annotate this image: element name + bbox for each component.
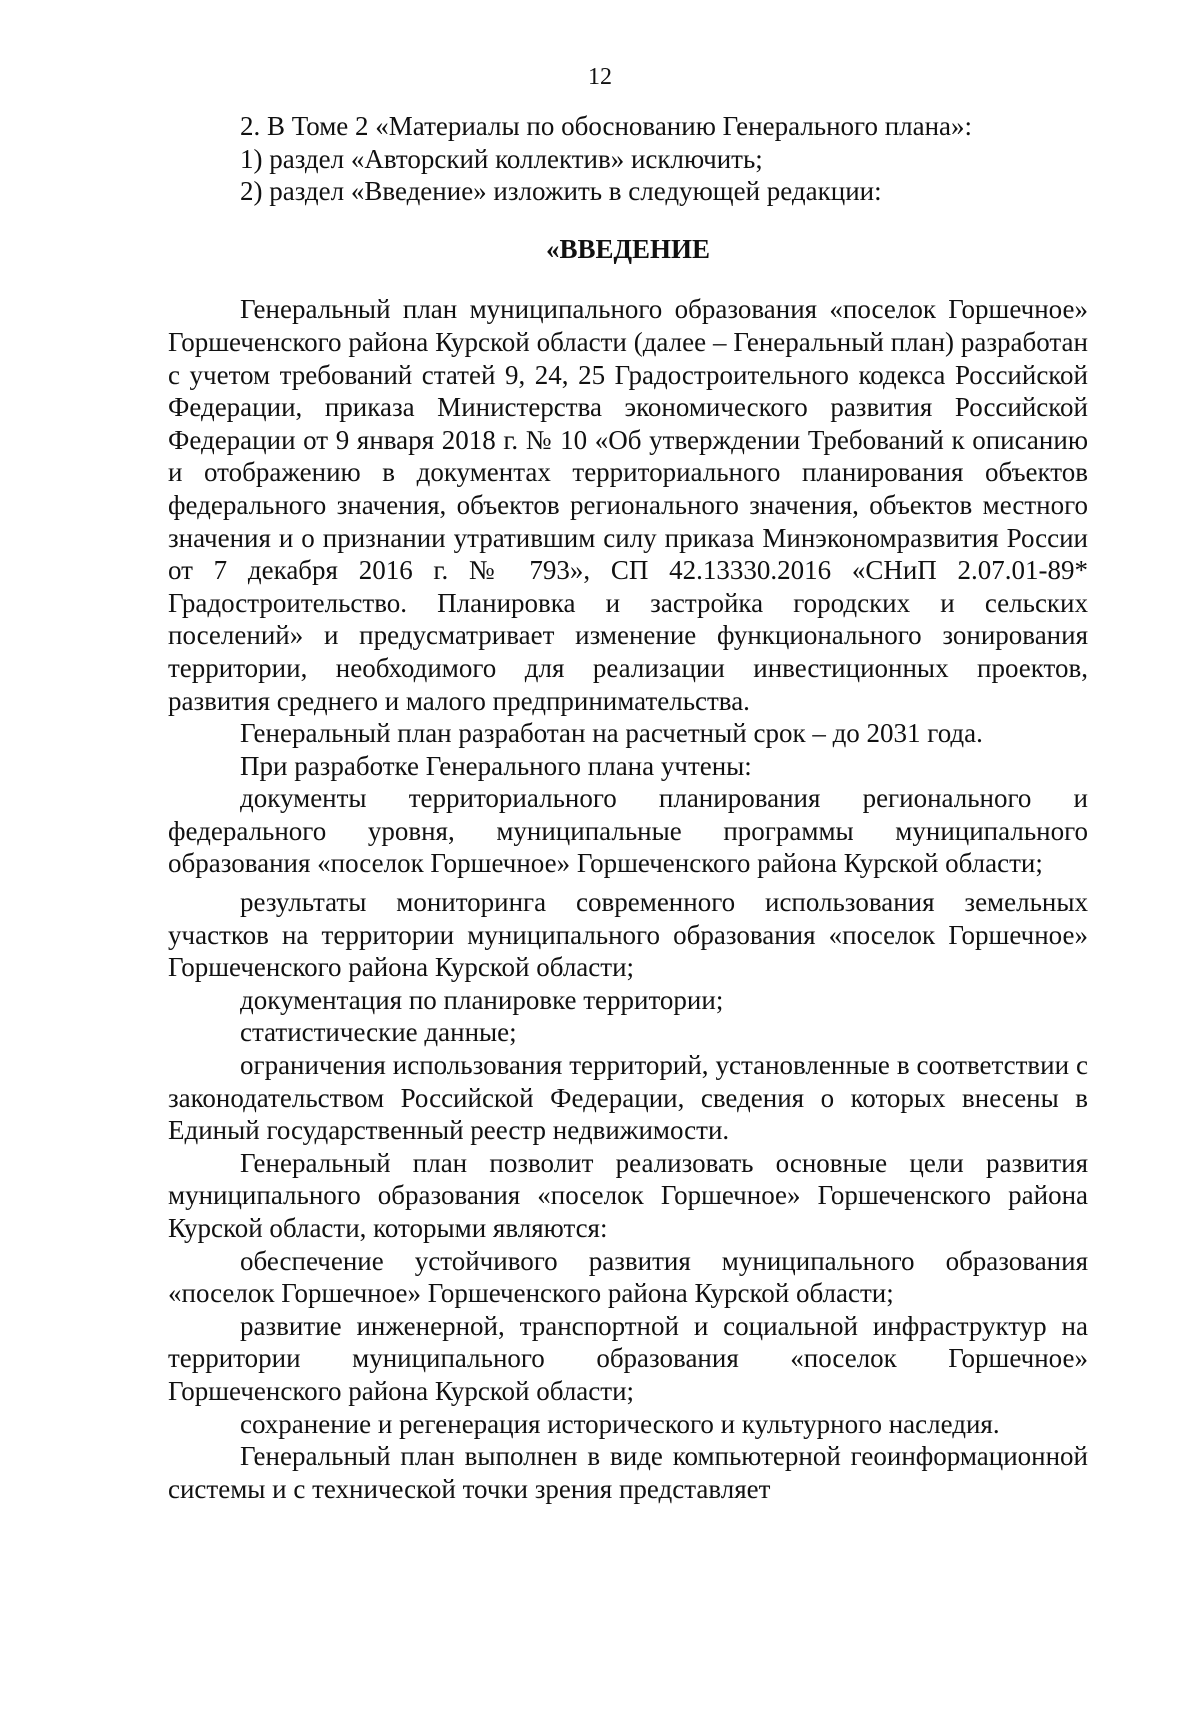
goal-item-1: обеспечение устойчивого развития муниципального образования «поселок Горшечное» Горшеченского района Курской области; (168, 1245, 1088, 1309)
considered-item-2: результаты мониторинга современного использования земельных участков на территории муниципального образования «поселок Горшечное» Горшеченского района Курской области; (168, 887, 1088, 983)
considered-item-3: документация по планировке территории; (240, 984, 724, 1015)
paragraph-goals-intro: Генеральный план позволит реализовать основные цели развития муниципального образования «поселок Горшечное» Горшеченского района Курской области, которыми являются: (168, 1147, 1088, 1243)
paragraph-gis: Генеральный план выполнен в виде компьютерной геоинформационной системы и с технической точки зрения представляет (168, 1441, 1088, 1504)
amendment-item-2: 2. В Томе 2 «Материалы по обоснованию Генерального плана»: (240, 111, 973, 141)
considered-item-5: ограничения использования территорий, установленные в соответствии с законодательством Российской Федерации, сведения о которых внесены в Единый государственный реестр недвижимости. (168, 1050, 1088, 1146)
section-heading: «ВВЕДЕНИЕ (545, 233, 711, 264)
page-number: 12 (588, 64, 612, 90)
goal-item-3: сохранение и регенерация исторического и культурного наследия. (240, 1408, 1000, 1439)
paragraph-considered-intro: При разработке Генерального плана учтены: (240, 750, 752, 781)
amendment-subitem-1: 1) раздел «Авторский коллектив» исключить; (240, 143, 763, 174)
amendment-subitem-2: 2) раздел «Введение» изложить в следующей редакции: (240, 176, 882, 207)
goal-item-2: развитие инженерной, транспортной и социальной инфраструктур на территории муниципального образования «поселок Горшечное» Горшеченского района Курской области; (168, 1310, 1088, 1406)
paragraph-intro: Генеральный план муниципального образования «поселок Горшечное» Горшеченского района Курской области (далее – Генеральный план) разработан с учетом требований статей 9, 24, 25 Градостроительного кодекса Российской Федерации, приказа Министерства экономического развития Российской Федерации от 9 января 2018 г. № 10 «Об утверждении Требований к описанию и отображению в документах территориального планирования объектов федерального значения, объектов регионального значения, объектов местного значения и о признании утратившим силу приказа Минэкономразвития России от 7 декабря 2016 г. № 793», СП 42.13330.2016 «СНиП 2.07.01-89* Градостроительство. Планировка и застройка городских и сельских поселений» и предусматривает изменение функционального зонирования территории, необходимого для реализации инвестиционных проектов, развития среднего и малого предпринимательства. (168, 294, 1088, 716)
paragraph-term: Генеральный план разработан на расчетный срок – до 2031 года. (240, 718, 983, 749)
considered-item-1: документы территориального планирования регионального и федерального уровня, муниципальные программы муниципального образования «поселок Горшечное» Горшеченского района Курской области; (168, 783, 1088, 879)
document-body (168, 110, 1088, 1505)
considered-item-4: статистические данные; (240, 1017, 517, 1048)
